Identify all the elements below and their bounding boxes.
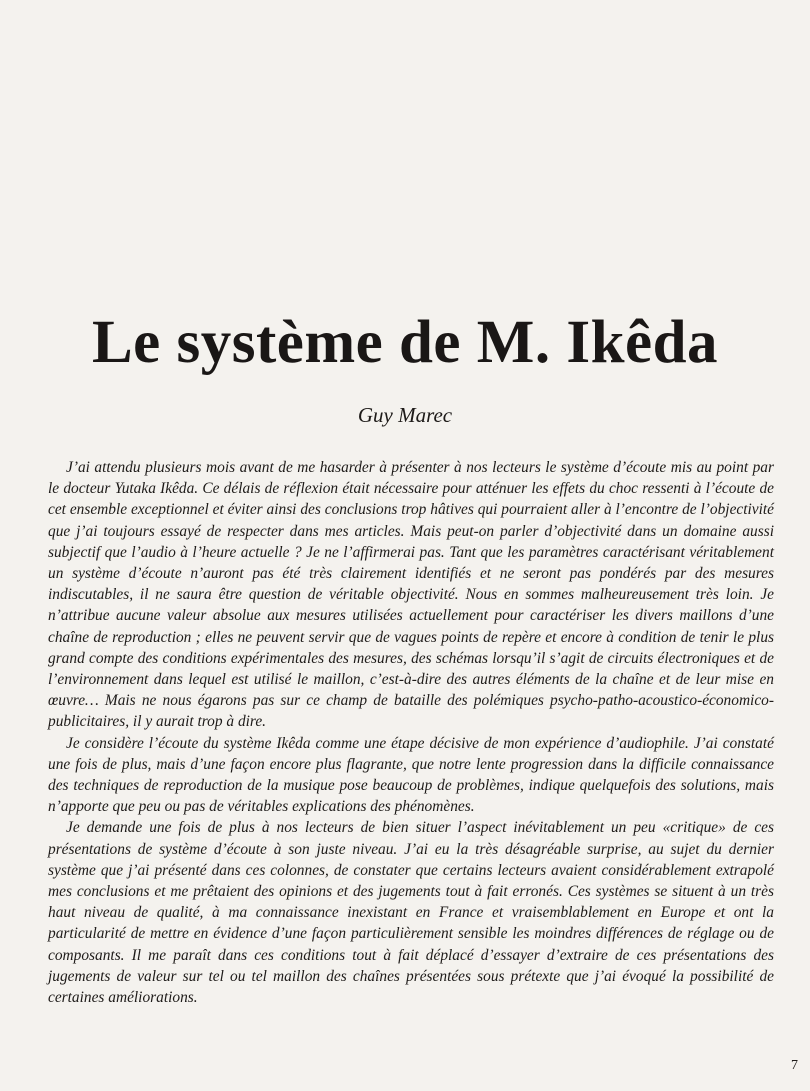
paragraph: Je considère l’écoute du système Ikêda comme une étape décisive de mon expérience d’audiophile. J’ai constaté une fois de plus, mais d’une façon encore plus flagrante, que notre lente progression dans la difficile connaissance des techniques de reproduction de la musique pose beaucoup de problèmes, indique quelquefois des solutions, mais n’apporte que peu ou pas de véritables explications des phénomènes. [48, 734, 774, 816]
page-number: 7 [791, 1058, 798, 1073]
article-author: Guy Marec [357, 403, 453, 427]
article-body [48, 457, 774, 1008]
article-title: Le système de M. Ikêda [91, 309, 718, 376]
paragraph: J’ai attendu plusieurs mois avant de me hasarder à présenter à nos lecteurs le système d’écoute mis au point par le docteur Yutaka Ikêda. Ce délais de réflexion était nécessaire pour atténuer les effets du choc ressenti à l’écoute de cet ensemble exceptionnel et éviter ainsi des conclusions trop hâtives qui pourraient aller à l’encontre de l’objectivité que j’ai toujours essayé de respecter dans mes articles. Mais peut-on parler d’objectivité dans un domaine aussi subjectif que l’audio à l’heure actuelle ? Je ne l’affirmerai pas. Tant que les paramètres caractérisant véritablement un système d’écoute n’auront pas été très clairement identifiés et ne seront pas pondérés par des mesures indiscutables, il ne saura être question de véritable objectivité. Nous en sommes malheureusement très loin. Je n’attribue aucune valeur absolue aux mesures utilisées actuellement pour caractériser les divers maillons d’une chaîne de reproduction ; elles ne peuvent servir que de vagues points de repère et encore à condition de tenir le plus grand compte des conditions expérimentales des mesures, des schémas lorsqu’il s’agit de circuits électroniques et de l’environnement dans lequel est utilisé le maillon, c’est-à-dire des autres éléments de la chaîne et de leur mise en œuvre… Mais ne nous égarons pas sur ce champ de bataille des polémiques psycho-patho-acoustico-économico-publicitaires, il y aurait trop à dire. [48, 459, 774, 731]
paragraph: Je demande une fois de plus à nos lecteurs de bien situer l’aspect inévitablement un peu «critique» de ces présentations de système d’écoute à son juste niveau. J’ai eu la très désagréable surprise, au sujet du dernier système que j’ai présenté dans ces colonnes, de constater que certains lecteurs avaient considérablement extrapolé mes conclusions et me prêtaient des opinions et des jugements tout à fait erronés. Ces systèmes se situent à un très haut niveau de qualité, à ma connaissance inexistant en France et vraisemblablement en Europe et ont la particularité de mettre en évidence d’une façon particulièrement sensible les moindres différences de réglage ou de composants. Il me paraît dans ces conditions tout à fait déplacé d’essayer d’extraire de ces présentations des jugements de valeur sur tel ou tel maillon des chaînes présentées sous prétexte que j’ai évoqué la possibilité de certaines améliorations. [48, 819, 774, 1007]
